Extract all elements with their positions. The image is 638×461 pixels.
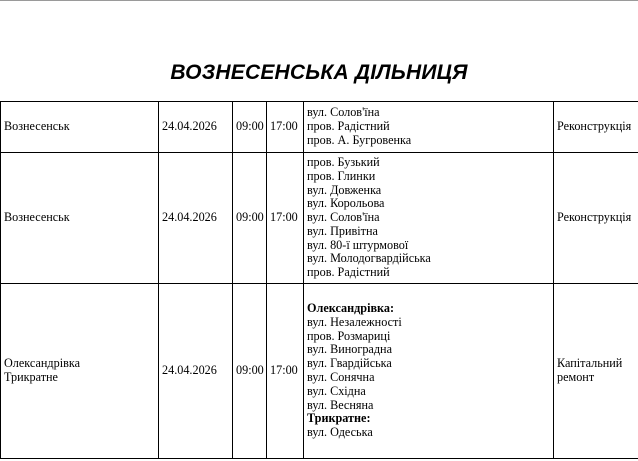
- work-type-cell: [554, 284, 638, 459]
- street-address: вул. 80-ї штурмової: [307, 237, 409, 252]
- locality-heading: Трикратне:: [307, 411, 371, 426]
- work-type-cell: [554, 153, 638, 284]
- street-address: пров. А. Бугровенка: [307, 132, 412, 147]
- addresses-cell: [304, 284, 554, 459]
- top-rule: [0, 0, 638, 1]
- locality-name: Вознесенськ: [4, 119, 70, 134]
- street-address: пров. Бузький: [307, 154, 380, 169]
- end-time-cell: 17:00: [267, 153, 304, 284]
- addresses-cell: [304, 153, 554, 284]
- street-address: вул. Привітна: [307, 223, 378, 238]
- end-time-cell: 17:00: [267, 284, 304, 459]
- locality-name: Трикратне: [4, 370, 58, 384]
- work-type-text: ремонт: [557, 370, 595, 384]
- street-address: пров. Радістний: [307, 119, 390, 134]
- locality-heading: Олександрівка:: [307, 301, 395, 316]
- street-address: вул. Гвардійська: [307, 356, 392, 371]
- locality-cell: [1, 153, 159, 284]
- street-address: пров. Глинки: [307, 168, 376, 183]
- locality-name: Олександрівка: [4, 356, 80, 371]
- street-address: пров. Розмариці: [307, 328, 391, 343]
- street-address: вул. Сонячна: [307, 370, 375, 384]
- table-row: [1, 153, 638, 284]
- start-time-cell: 09:00: [233, 102, 267, 153]
- street-address: вул. Молодогвардійська: [307, 251, 431, 266]
- end-time-cell: 17:00: [267, 102, 304, 153]
- street-address: вул. Солов'їна: [307, 105, 380, 120]
- locality-cell: [1, 102, 159, 153]
- date-cell: 24.04.2026: [159, 102, 233, 153]
- outage-table-body: [1, 102, 638, 459]
- street-address: пров. Радістний: [307, 265, 390, 280]
- start-time-cell: 09:00: [233, 153, 267, 284]
- date-cell: 24.04.2026: [159, 284, 233, 459]
- work-type-text: Капітальний: [557, 356, 623, 371]
- table-row: [1, 102, 638, 153]
- work-type-text: Реконструкція: [557, 119, 632, 134]
- addresses-cell: [304, 102, 554, 153]
- work-type-text: Реконструкція: [557, 210, 632, 225]
- street-address: вул. Довженка: [307, 182, 382, 197]
- date-cell: 24.04.2026: [159, 153, 233, 284]
- street-address: вул. Виноградна: [307, 342, 392, 357]
- work-type-cell: [554, 102, 638, 153]
- street-address: вул. Весняна: [307, 397, 374, 412]
- locality-cell: [1, 284, 159, 459]
- locality-name: Вознесенськ: [4, 210, 70, 225]
- outage-table: [0, 101, 638, 459]
- street-address: вул. Незалежності: [307, 314, 402, 329]
- start-time-cell: 09:00: [233, 284, 267, 459]
- street-address: вул. Східна: [307, 383, 366, 398]
- street-address: вул. Солов'їна: [307, 210, 380, 225]
- street-address: вул. Корольова: [307, 196, 385, 211]
- table-row: [1, 284, 638, 459]
- page-title: ВОЗНЕСЕНСЬКА ДІЛЬНИЦЯ: [170, 61, 468, 84]
- street-address: вул. Одеська: [307, 425, 373, 440]
